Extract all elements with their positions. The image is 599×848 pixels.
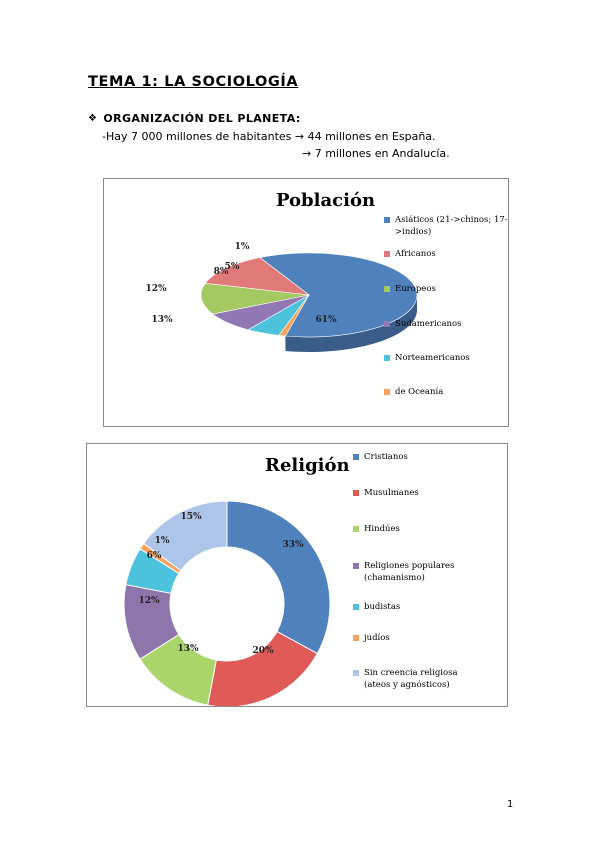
legend-item	[384, 283, 512, 295]
legend-label: Europeos	[395, 284, 436, 294]
data-label: 20%	[252, 646, 274, 656]
data-label: 33%	[282, 540, 304, 550]
religion-legend	[353, 451, 503, 701]
legend-item	[353, 560, 481, 584]
legend-swatch	[353, 526, 359, 532]
legend-label: Hindúes	[364, 524, 400, 534]
data-label: 12%	[145, 284, 167, 294]
data-label: 8%	[213, 267, 229, 277]
legend-item	[384, 318, 512, 330]
section-title: ORGANIZACIÓN DEL PLANETA:	[103, 112, 301, 125]
data-label: 13%	[177, 644, 199, 654]
legend-item	[384, 214, 512, 238]
legend-swatch	[353, 563, 359, 569]
data-label: 15%	[180, 512, 202, 522]
page-title: TEMA 1: LA SOCIOLOGÍA	[88, 74, 299, 90]
chart-title: Religión	[265, 455, 350, 476]
legend-swatch	[384, 355, 390, 361]
legend-swatch	[353, 490, 359, 496]
legend-swatch	[353, 604, 359, 610]
data-label: 1%	[234, 242, 250, 252]
legend-item	[353, 451, 481, 463]
legend-swatch	[353, 454, 359, 460]
legend-item	[384, 352, 512, 364]
population-legend	[384, 214, 508, 414]
legend-label: Norteamericanos	[395, 353, 470, 363]
legend-item	[353, 523, 481, 535]
legend-label: Sudamericanos	[395, 319, 462, 329]
data-label: 6%	[146, 551, 162, 561]
data-label: 61%	[315, 315, 337, 325]
legend-label: judíos	[364, 633, 390, 643]
page-number: 1	[507, 799, 514, 810]
legend-label: Asiáticos (21->chinos; 17->indios)	[395, 215, 508, 237]
section-heading	[88, 112, 301, 125]
legend-swatch	[353, 635, 359, 641]
legend-item	[384, 248, 512, 260]
legend-item	[353, 487, 481, 499]
legend-label: budistas	[364, 602, 401, 612]
legend-label: Africanos	[395, 249, 436, 259]
legend-swatch	[353, 670, 359, 676]
diamond-bullet-icon: ❖	[88, 113, 98, 124]
population-line-andalucia: → 7 millones en Andalucía.	[302, 147, 450, 160]
legend-label: de Oceanía	[395, 387, 444, 397]
chart-title: Población	[276, 190, 376, 211]
legend-swatch	[384, 217, 390, 223]
legend-label: Religiones populares (chamanismo)	[364, 561, 455, 583]
legend-swatch	[384, 321, 390, 327]
data-label: 5%	[224, 262, 240, 272]
legend-swatch	[384, 389, 390, 395]
data-label: 13%	[151, 315, 173, 325]
legend-label: Musulmanes	[364, 488, 419, 498]
data-label: 12%	[138, 596, 160, 606]
religion-chart	[86, 443, 508, 707]
population-line-world: -Hay 7 000 millones de habitantes → 44 millones en España.	[102, 130, 436, 143]
legend-item	[353, 632, 481, 644]
legend-item	[353, 667, 481, 691]
legend-item	[353, 601, 481, 613]
data-label: 1%	[154, 536, 170, 546]
population-chart	[103, 178, 509, 427]
legend-label: Sin creencia religiosa (ateos y agnósticos)	[364, 668, 458, 690]
legend-swatch	[384, 251, 390, 257]
doughnut-segment	[227, 501, 330, 654]
legend-item	[384, 386, 512, 398]
legend-label: Cristianos	[364, 452, 408, 462]
legend-swatch	[384, 286, 390, 292]
